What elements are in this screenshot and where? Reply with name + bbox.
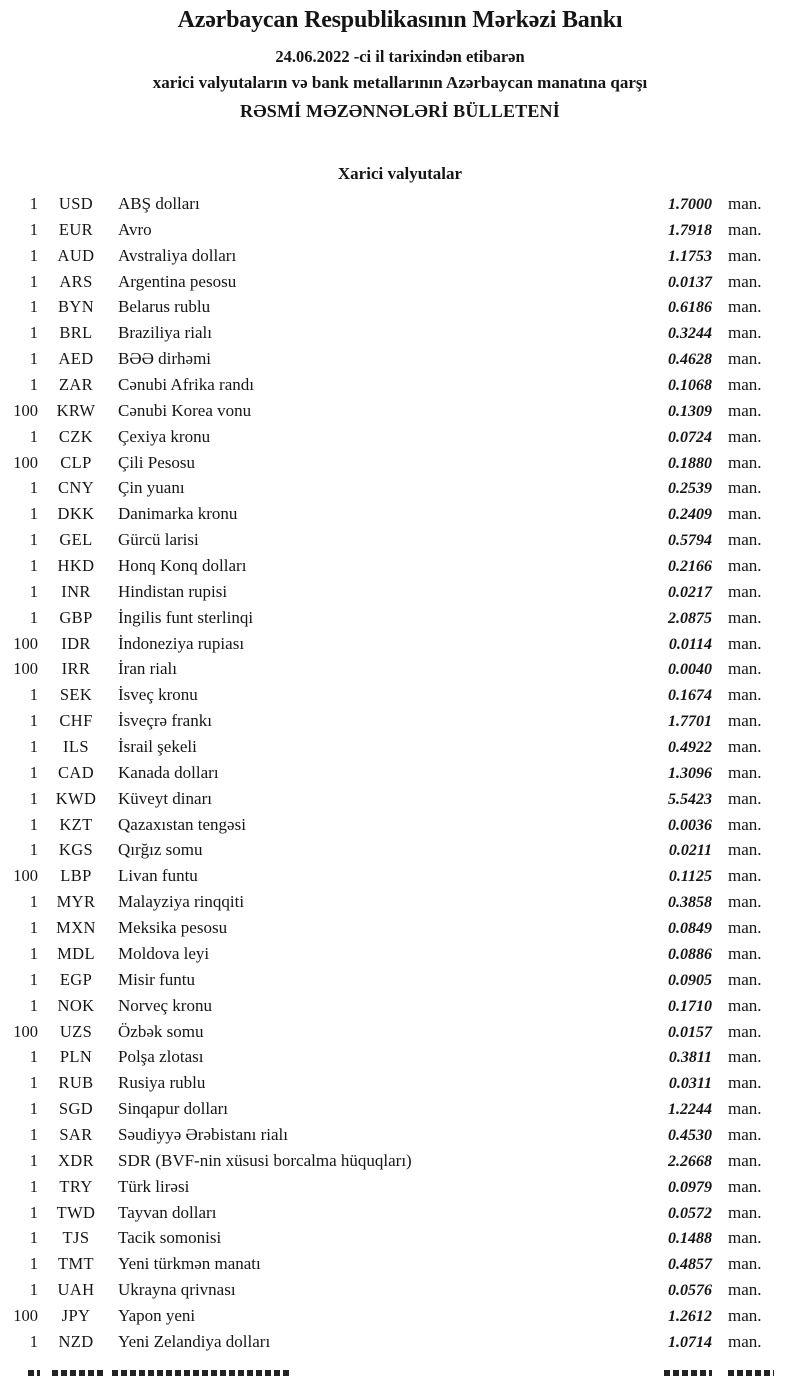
quantity: 100 [13,1305,38,1325]
currency-name: Avstraliya dolları [118,245,237,265]
unit-label: man. [728,426,762,446]
rate-value: 0.2166 [668,558,712,576]
unit-label: man. [728,607,762,627]
rate-value: 1.7918 [668,221,712,239]
currency-name: İsveçrə frankı [118,711,212,731]
rate-value: 0.1488 [668,1230,712,1248]
currency-code: RUB [58,1073,94,1093]
rate-row [0,1329,800,1355]
unit-label: man. [728,478,762,498]
rate-value: 1.3096 [668,764,712,782]
rate-row [0,1096,800,1122]
currency-name: Avro [118,219,152,239]
quantity: 1 [29,556,38,576]
currency-code: DKK [57,504,95,524]
rate-row [0,191,800,217]
currency-name: İngilis funt sterlinqi [118,607,254,627]
currency-name: ABŞ dolları [118,194,200,213]
unit-label: man. [728,840,762,860]
unit-label: man. [728,1331,762,1351]
rate-value: 0.1309 [668,402,712,420]
rate-row [0,553,800,579]
currency-name: Danimarka kronu [118,504,238,524]
quantity: 1 [29,1280,38,1300]
quantity: 1 [29,1331,38,1351]
currency-code: BYN [57,297,95,317]
quantity: 1 [29,1099,38,1119]
rate-value: 0.4857 [668,1256,712,1274]
rate-value: 0.1125 [668,868,712,886]
currency-code: XDR [57,1150,95,1170]
currency-code: TWD [56,1202,96,1222]
currency-code: IRR [61,659,91,679]
rate-row [0,605,800,631]
rate-value: 0.0572 [668,1204,712,1222]
rate-row [0,1148,800,1174]
quantity: 1 [29,530,38,550]
rate-value: 0.1710 [668,997,712,1015]
currency-code: CHF [59,711,93,731]
quantity: 1 [29,1176,38,1196]
quantity: 1 [29,504,38,524]
unit-label: man. [728,219,762,239]
currency-code: GBP [59,607,93,627]
quantity: 1 [29,737,38,757]
currency-code: AED [58,349,94,369]
currency-code: CAD [57,762,95,782]
rate-row [0,346,800,372]
rate-value: 0.0849 [668,920,712,938]
unit-label: man. [728,1254,762,1274]
rate-row [0,1225,800,1251]
unit-label: man. [728,245,762,265]
rate-value: 0.3244 [668,325,712,343]
rate-row [0,269,800,295]
rate-row [0,760,800,786]
quantity: 1 [29,1228,38,1248]
currency-code: IDR [61,633,91,653]
rate-row [0,527,800,553]
currency-code: SAR [59,1124,93,1144]
unit-label: man. [728,1021,762,1041]
rate-value: 0.2539 [668,480,712,498]
unit-label: man. [728,685,762,705]
rate-row [0,1200,800,1226]
currency-code: CLP [60,452,92,472]
quantity: 1 [29,323,38,343]
currency-name: Hindistan rupisi [118,581,228,601]
rate-row [0,682,800,708]
currency-name: Qırğız somu [118,840,203,860]
currency-name: SDR (BVF-nin xüsusi borcalma hüquqları) [118,1150,412,1170]
currency-name: İndoneziya rupiası [118,633,245,653]
effective-date-line: 24.06.2022 -ci il tarixindən etibarən [275,47,525,66]
currency-code: MXN [56,918,96,938]
rate-value: 0.0724 [668,428,712,446]
rate-value: 1.7000 [668,196,712,213]
quantity: 1 [29,245,38,265]
unit-label: man. [728,581,762,601]
currency-name: Gürcü larisi [118,530,199,550]
rate-row [0,579,800,605]
unit-label: man. [728,969,762,989]
quantity: 1 [29,918,38,938]
currency-code: ZAR [58,375,94,395]
rate-value: 5.5423 [668,790,712,808]
rate-row [0,837,800,863]
rate-value: 2.2668 [668,1152,712,1170]
rate-value: 0.5794 [668,532,712,550]
quantity: 100 [13,866,38,886]
rate-value: 1.2612 [668,1307,712,1325]
currency-code: CZK [58,426,94,446]
quantity: 1 [29,969,38,989]
currency-name: Kanada dolları [118,762,219,782]
rate-value: 0.0311 [668,1075,712,1093]
rates-table [0,191,800,1355]
currency-name: Livan funtu [118,866,198,886]
currency-name: Honq Konq dolları [118,556,247,576]
unit-label: man. [728,633,762,653]
unit-label: man. [728,530,762,550]
unit-label: man. [728,737,762,757]
rate-value: 0.0114 [668,635,712,653]
currency-name: Belarus rublu [118,297,211,317]
unit-label: man. [728,375,762,395]
currency-code: NOK [57,995,95,1015]
rate-value: 0.3858 [668,894,712,912]
rate-value: 0.0036 [668,816,712,834]
rate-row [0,1019,800,1045]
rate-value: 0.2409 [668,506,712,524]
rate-value: 0.0576 [668,1282,712,1300]
rate-value: 0.0137 [668,273,712,291]
quantity: 1 [29,1254,38,1274]
currency-name: İsrail şekeli [118,737,197,757]
bank-title: Azərbaycan Respublikasının Mərkəzi Bankı [177,7,623,33]
rate-row [0,320,800,346]
unit-label: man. [728,194,762,213]
unit-label: man. [728,918,762,938]
unit-label: man. [728,762,762,782]
quantity: 100 [13,400,38,420]
quantity: 1 [29,607,38,627]
unit-label: man. [728,788,762,808]
currency-code: EUR [58,219,94,239]
unit-label: man. [728,1124,762,1144]
rate-value: 0.0157 [668,1023,712,1041]
unit-label: man. [728,892,762,912]
quantity: 1 [29,581,38,601]
rate-row [0,450,800,476]
currency-name: Yeni türkmən manatı [118,1254,261,1274]
currency-code: GEL [59,530,93,550]
rate-value: 1.0714 [668,1333,712,1351]
currency-code: HKD [57,556,95,576]
currency-name: Cənubi Korea vonu [118,400,252,420]
quantity: 1 [29,1150,38,1170]
quantity: 1 [29,788,38,808]
currency-name: Rusiya rublu [118,1073,206,1093]
currency-name: Malayziya rinqqiti [118,892,245,912]
rate-row [0,398,800,424]
currency-code: TRY [59,1176,93,1196]
rate-row [0,1044,800,1070]
rate-row [0,656,800,682]
quantity: 1 [29,943,38,963]
rate-value: 0.4530 [668,1126,712,1144]
currency-name: BƏƏ dirhəmi [118,349,212,369]
rate-row [0,734,800,760]
rate-row [0,243,800,269]
quantity: 100 [13,452,38,472]
currency-code: TJS [62,1228,90,1248]
rate-row [0,812,800,838]
currency-code: NZD [58,1331,94,1351]
currency-code: UAH [57,1280,95,1300]
rate-value: 1.2244 [668,1101,712,1119]
currency-name: Polşa zlotası [118,1047,204,1067]
unit-label: man. [728,711,762,731]
rate-value: 0.0886 [668,945,712,963]
quantity: 1 [29,219,38,239]
quantity: 1 [29,1124,38,1144]
rate-value: 1.7701 [668,713,712,731]
currency-code: ARS [59,271,93,291]
currency-name: Tayvan dolları [118,1202,217,1222]
unit-label: man. [728,995,762,1015]
quantity: 100 [13,659,38,679]
currency-code: MYR [56,892,96,912]
unit-label: man. [728,349,762,369]
currency-name: Çin yuanı [118,478,185,498]
rate-row [0,993,800,1019]
quantity: 1 [29,892,38,912]
rate-row [0,786,800,812]
rate-value: 0.3811 [668,1049,712,1067]
quantity: 1 [29,375,38,395]
rate-value: 2.0875 [668,609,712,627]
bulletin-subtitle: xarici valyutaların və bank metallarının Azərbaycan manatına qarşı [152,73,648,92]
quantity: 1 [29,685,38,705]
unit-label: man. [728,1176,762,1196]
rate-row [0,1070,800,1096]
unit-label: man. [728,814,762,834]
rate-row [0,915,800,941]
currency-code: KWD [55,788,97,808]
quantity: 1 [29,814,38,834]
currency-code: KGS [58,840,94,860]
currency-code: AUD [57,245,95,265]
currency-code: UZS [59,1021,93,1041]
clipped-name-fragment [112,1370,290,1376]
rate-row [0,708,800,734]
rate-row [0,424,800,450]
currency-name: Yapon yeni [118,1305,196,1325]
clipped-next-row [0,1370,800,1377]
currency-code: KRW [56,400,96,420]
currency-code: JPY [61,1305,91,1325]
unit-label: man. [728,866,762,886]
rate-row [0,967,800,993]
currency-name: Sinqapur dolları [118,1099,229,1119]
clipped-code-fragment [52,1370,104,1376]
rate-row [0,889,800,915]
quantity: 1 [29,271,38,291]
unit-label: man. [728,556,762,576]
currency-name: Yeni Zelandiya dolları [118,1331,271,1351]
unit-label: man. [728,1228,762,1248]
unit-label: man. [728,1305,762,1325]
quantity: 1 [29,995,38,1015]
currency-name: Ukrayna qrivnası [118,1280,236,1300]
bulletin-title: RƏSMİ MƏZƏNNƏLƏRİ BÜLLETENİ [240,101,560,121]
unit-label: man. [728,943,762,963]
currency-name: Qazaxıstan tengəsi [118,814,246,834]
quantity: 1 [29,426,38,446]
rate-row [0,1303,800,1329]
clipped-rate-fragment [664,1370,712,1376]
unit-label: man. [728,1202,762,1222]
rate-row [0,941,800,967]
clipped-quantity-fragment [28,1370,40,1376]
currency-name: Səudiyyə Ərəbistanı rialı [118,1124,288,1144]
currency-code: SEK [59,685,93,705]
rate-value: 1.1753 [668,247,712,265]
rate-row [0,863,800,889]
section-title-foreign-currencies: Xarici valyutalar [337,164,463,183]
rate-value: 0.4922 [668,739,712,757]
rate-row [0,1251,800,1277]
rate-row [0,475,800,501]
currency-name: Küveyt dinarı [118,788,212,808]
currency-code: SGD [58,1099,94,1119]
currency-code: LBP [60,866,92,886]
unit-label: man. [728,323,762,343]
rate-value: 0.0217 [668,583,712,601]
quantity: 1 [29,1073,38,1093]
unit-label: man. [728,1150,762,1170]
currency-code: KZT [59,814,93,834]
currency-name: Tacik somonisi [118,1228,222,1248]
currency-name: Norveç kronu [118,995,212,1015]
currency-name: Özbək somu [118,1021,204,1041]
currency-code: EGP [59,969,93,989]
rate-value: 0.1880 [668,454,712,472]
currency-name: Argentina pesosu [118,271,237,291]
currency-code: CNY [57,478,95,498]
rate-value: 0.0979 [668,1178,712,1196]
rate-row [0,372,800,398]
currency-code: MDL [57,943,95,963]
quantity: 1 [29,711,38,731]
quantity: 1 [29,194,38,213]
currency-name: Meksika pesosu [118,918,228,938]
currency-code: USD [58,194,94,213]
currency-name: Braziliya rialı [118,323,212,343]
unit-label: man. [728,1099,762,1119]
rate-value: 0.0211 [668,842,712,860]
currency-name: Moldova leyi [118,943,210,963]
rate-row [0,294,800,320]
rate-row [0,1277,800,1303]
currency-name: Cənubi Afrika randı [118,375,254,395]
rate-value: 0.6186 [668,299,712,317]
rate-row [0,217,800,243]
unit-label: man. [728,1047,762,1067]
rate-value: 0.1068 [668,377,712,395]
unit-label: man. [728,504,762,524]
rate-value: 0.4628 [668,351,712,369]
rate-row [0,1122,800,1148]
currency-name: İran rialı [118,659,177,679]
quantity: 1 [29,1047,38,1067]
rate-value: 0.0905 [668,971,712,989]
currency-name: Misir funtu [118,969,195,989]
quantity: 1 [29,297,38,317]
clipped-unit-fragment [728,1370,774,1376]
currency-code: ILS [63,737,89,757]
unit-label: man. [728,452,762,472]
currency-code: INR [61,581,91,601]
currency-code: BRL [59,323,93,343]
currency-name: Çili Pesosu [118,452,195,472]
quantity: 1 [29,478,38,498]
quantity: 1 [29,762,38,782]
rate-row [0,631,800,657]
rate-value: 0.1674 [668,687,712,705]
unit-label: man. [728,1280,762,1300]
unit-label: man. [728,1073,762,1093]
unit-label: man. [728,297,762,317]
rate-value: 0.0040 [668,661,712,679]
unit-label: man. [728,271,762,291]
quantity: 100 [13,633,38,653]
quantity: 1 [29,349,38,369]
quantity: 1 [29,840,38,860]
rate-row [0,501,800,527]
quantity: 100 [13,1021,38,1041]
unit-label: man. [728,400,762,420]
quantity: 1 [29,1202,38,1222]
rate-row [0,1174,800,1200]
currency-code: PLN [59,1047,93,1067]
currency-name: İsveç kronu [118,685,198,705]
unit-label: man. [728,659,762,679]
currency-code: TMT [57,1254,95,1274]
currency-name: Türk lirəsi [118,1176,190,1196]
currency-name: Çexiya kronu [118,426,211,446]
